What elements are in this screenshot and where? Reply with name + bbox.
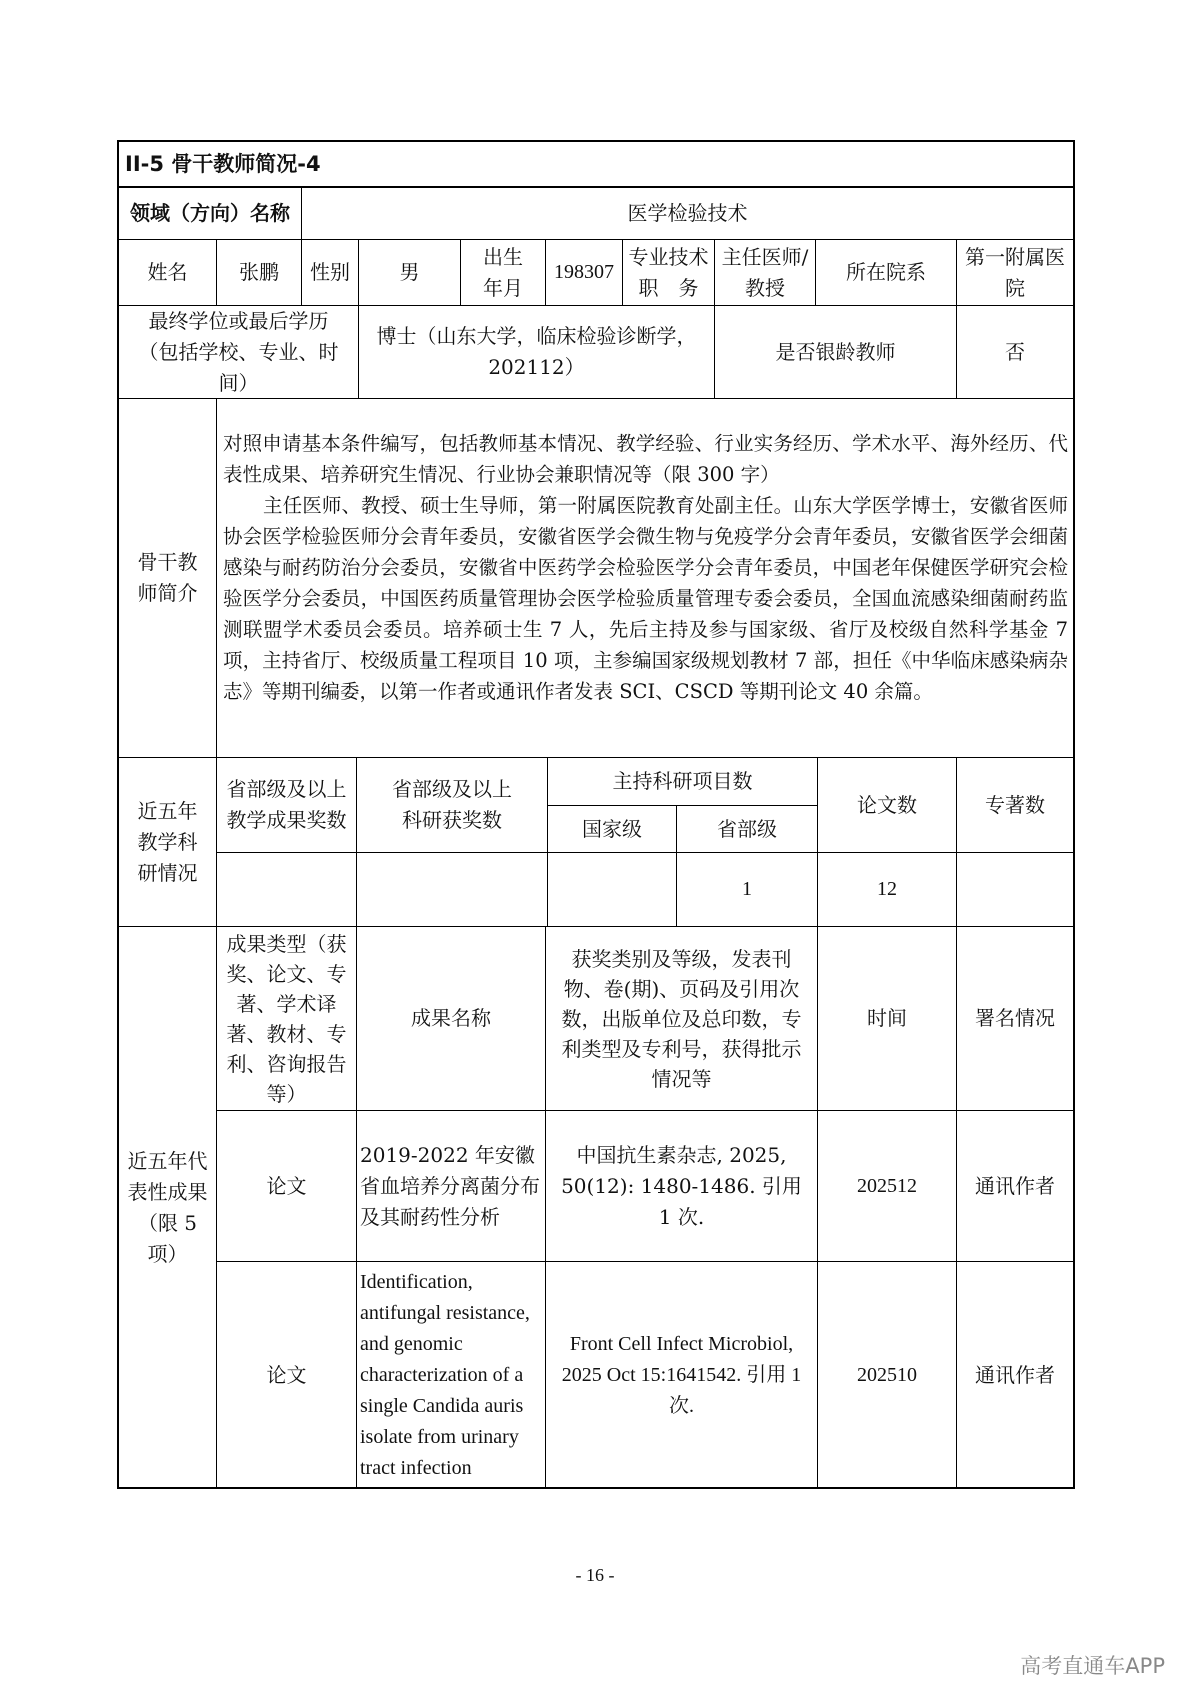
row1-type: 论文 bbox=[266, 1173, 307, 1198]
row1-detail: 中国抗生素杂志, 2025, 50(12): 1480-1486. 引用 1 次. bbox=[561, 1142, 802, 1229]
val-research-awards bbox=[357, 853, 547, 926]
profile-label: 骨干教师简介 bbox=[137, 550, 198, 605]
val-teaching-awards bbox=[217, 853, 356, 926]
col-teaching-awards: 省部级及以上教学成果奖数 bbox=[226, 777, 347, 832]
senior-value: 否 bbox=[1005, 339, 1025, 364]
col-name: 成果名称 bbox=[411, 1006, 491, 1030]
col-detail: 获奖类别及等级，发表刊物、卷(期)、页码及引用次数，出版单位及总印数，专利类型及专利号，获得批示情况等 bbox=[561, 946, 802, 1091]
title-value: 主任医师/教授 bbox=[721, 244, 809, 300]
field-value: 医学检验技术 bbox=[627, 201, 748, 225]
col-papers: 论文数 bbox=[857, 792, 917, 817]
col-research-awards: 省部级及以上科研获奖数 bbox=[392, 777, 512, 832]
col-sign: 署名情况 bbox=[975, 1006, 1055, 1030]
row1-name: 2019-2022 年安徽省血培养分离菌分布及其耐药性分析 bbox=[360, 1142, 540, 1229]
profile-text: 主任医师、教授、硕士生导师，第一附属医院教育处副主任。山东大学医学博士，安徽省医师协会医学检验医师分会青年委员，安徽省医学会微生物与免疫学分会青年委员，安徽省医学会细菌感染与耐药防治分会委员，安徽省中医药学会检验医学分会青年委员，中国老年保健医学研究会检验医学分会委员，中国医药质量管理协会医学检验质量管理专委会委员，全国血流感染细菌耐药监测联盟学术委员会委员。培养硕士生 7 人，先后主持及参与国家级、省厅及校级自然科学基金 7 项，主持省厅、校级质量工程项目 10 项，主参编国家级规划教材 7 部，担任《中华临床感染病杂志》等期刊编委，以第一作者或通讯作者发表 SCI、CSCD 等期刊论文 40 余篇。 bbox=[223, 494, 1068, 703]
val-provincial: 1 bbox=[742, 878, 752, 900]
watermark: 高考直通车APP bbox=[1020, 1654, 1165, 1678]
dept-label: 所在院系 bbox=[846, 260, 926, 284]
title-label: 专业技术职 务 bbox=[628, 244, 709, 300]
val-books bbox=[957, 853, 1073, 926]
senior-label: 是否银龄教师 bbox=[775, 339, 896, 364]
profile-instruction: 对照申请基本条件编写，包括教师基本情况、教学经验、行业实务经历、学术水平、海外经历、代表性成果、培养研究生情况、行业协会兼职情况等（限 300 字） bbox=[223, 432, 1068, 486]
val-papers: 12 bbox=[877, 878, 897, 900]
row2-type: 论文 bbox=[266, 1363, 307, 1387]
achievements-label: 近五年代表性成果（限 5 项） bbox=[127, 1149, 208, 1266]
col-national: 国家级 bbox=[582, 816, 642, 841]
col-projects: 主持科研项目数 bbox=[612, 769, 753, 793]
val-national bbox=[548, 853, 676, 926]
row2-detail: Front Cell Infect Microbiol, 2025 Oct 15:1641542. 引用 1 次. bbox=[561, 1333, 802, 1417]
row2-name: Identification, antifungal resistance, and genomic characterization of a single Candida auris isolate from urinary tract infection bbox=[360, 1271, 530, 1479]
field-label: 领域（方向）名称 bbox=[130, 201, 290, 225]
col-books: 专著数 bbox=[985, 792, 1045, 817]
gender-label: 性别 bbox=[310, 260, 350, 284]
row1-sign: 通讯作者 bbox=[975, 1173, 1055, 1198]
col-provincial: 省部级 bbox=[717, 816, 777, 841]
gender-value: 男 bbox=[399, 260, 420, 284]
section-title: II-5 骨干教师简况-4 bbox=[125, 151, 321, 176]
page-number: - 16 - bbox=[575, 1565, 615, 1585]
name-label: 姓名 bbox=[147, 260, 188, 284]
application-form-table bbox=[117, 140, 1075, 1489]
col-type: 成果类型（获奖、论文、专著、学术译著、教材、专利、咨询报告等） bbox=[226, 931, 347, 1106]
degree-label: 最终学位或最后学历（包括学校、专业、时间） bbox=[138, 308, 339, 395]
row1-time: 202512 bbox=[857, 1174, 917, 1197]
birth-label: 出生年月 bbox=[483, 244, 523, 300]
recent-label: 近五年教学科研情况 bbox=[137, 798, 198, 885]
birth-value: 198307 bbox=[554, 261, 614, 283]
degree-value: 博士（山东大学，临床检验诊断学，202112） bbox=[376, 324, 697, 379]
name-value: 张鹏 bbox=[239, 260, 279, 284]
dept-value: 第一附属医院 bbox=[965, 244, 1065, 300]
row2-sign: 通讯作者 bbox=[975, 1363, 1055, 1387]
profile-body bbox=[223, 428, 1068, 707]
row2-time: 202510 bbox=[857, 1364, 917, 1386]
col-time: 时间 bbox=[867, 1006, 907, 1030]
